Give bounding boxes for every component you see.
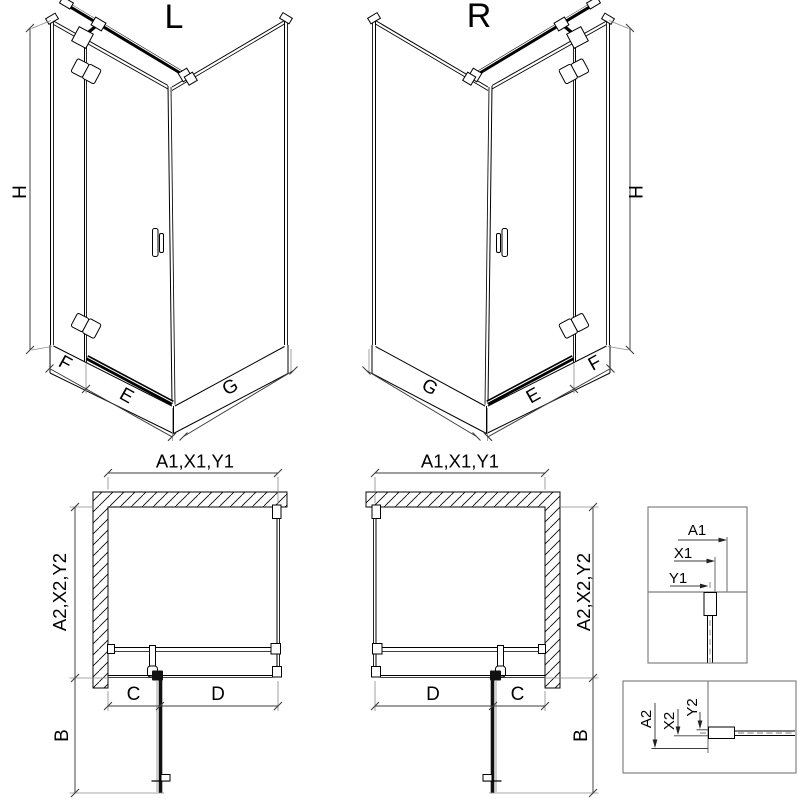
- plan-right-dim-d-label: D: [426, 684, 440, 705]
- plan-right-dim-c-label: C: [510, 684, 525, 705]
- iso-right-title: R: [466, 0, 492, 35]
- plan-left-dim-side-label: A2,X2,Y2: [49, 552, 70, 632]
- plan-right-dim-side-label: A2,X2,Y2: [573, 552, 594, 632]
- detail-view-bottom: [623, 681, 796, 773]
- iso-left-dim-f-label: F: [54, 351, 76, 376]
- walls-hatched: [366, 492, 560, 688]
- detail-view-top: [648, 507, 747, 663]
- iso-left-title: L: [164, 0, 184, 36]
- open-door: [483, 679, 502, 793]
- iso-left-dim-h-label: H: [10, 185, 31, 199]
- iso-left-dim-g-label: G: [218, 374, 243, 401]
- plan-left-dim-top-label: A1,X1,Y1: [155, 450, 235, 472]
- open-door: [152, 679, 171, 793]
- plan-left-dim-c-label: C: [126, 684, 141, 705]
- detail-bottom-y2-label: Y2: [684, 698, 701, 717]
- plan-left-dim-b-label: B: [52, 729, 73, 742]
- walls-hatched: [93, 492, 287, 688]
- door-wall-edge: [381, 671, 546, 681]
- iso-right-dim-e-label: E: [522, 383, 545, 409]
- stabilizer-bar: [373, 644, 546, 678]
- detail-bottom-a2-label: A2: [638, 709, 655, 729]
- dim-b: [70, 678, 165, 797]
- iso-view-left: [10, 0, 298, 441]
- detail-top-x1-label: X1: [673, 545, 693, 562]
- plan-left-dim-d-label: D: [211, 684, 225, 705]
- plan-right-dim-top-label: A1,X1,Y1: [420, 450, 500, 472]
- plan-view-left: [49, 451, 287, 798]
- iso-right-dim-f-label: F: [584, 351, 606, 376]
- stabilizer-bar: [108, 644, 281, 678]
- iso-left-dim-e-label: E: [115, 383, 138, 409]
- iso-right-dim-h-label: H: [626, 185, 648, 199]
- iso-view-right: [363, 0, 648, 441]
- detail-bottom-x2-label: X2: [661, 711, 678, 731]
- plan-right-dim-b-label: B: [571, 729, 592, 742]
- detail-top-a1-label: A1: [687, 522, 707, 539]
- iso-right-dim-g-label: G: [417, 374, 442, 401]
- door-wall-edge: [108, 671, 273, 681]
- detail-top-y1-label: Y1: [668, 570, 688, 587]
- plan-view-right: [366, 451, 599, 798]
